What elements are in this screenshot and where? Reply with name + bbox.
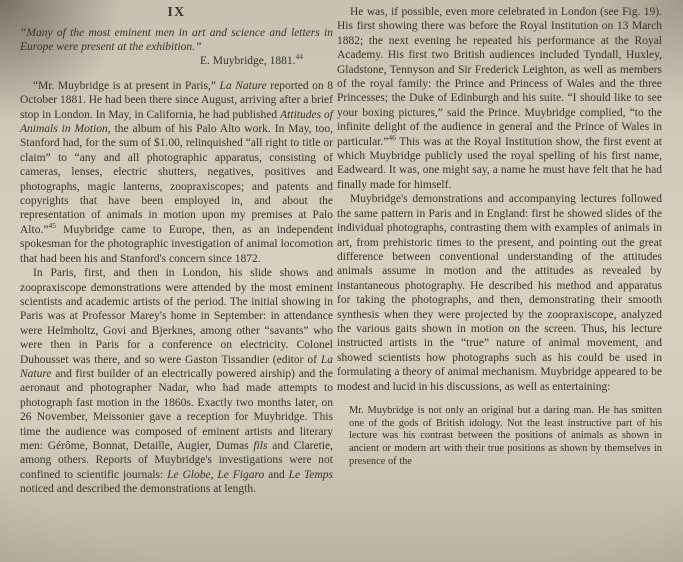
text-segment: This was at the Royal Institution show, the first event at which Muybridge publicly used the royal spelling of his first name, Eadweard. It was, one might say, a name he must have felt that he had finally made for himself.: [337, 135, 662, 191]
epigraph-text: “Many of the most eminent men in art and science and letters in Europe were present at the exhibition.”: [20, 27, 333, 54]
epigraph-footnote-ref: 44: [295, 52, 303, 62]
text-segment: He was, if possible, even more celebrated in London (see Fig. 19). His first showing there was before the Royal Institution on 13 March 1882; the next evening he repeated his performance at the Royal Academy. His first two British audiences included Tyndall, Huxley, Gladstone, Tennyson and Sir Frederick Leighton, as well as members of the royal family: the Prince and Princess of Wales and the three Princesses; the Duke of Edinburgh and his suite. “I should like to see your boxing pictures,” said the Prince. Muybridge complied, “to the infinite delight of the audience in general and the Prince of Wales in particular.”: [337, 6, 662, 148]
paragraph: [20, 79, 333, 266]
right-column-body: [337, 5, 662, 394]
text-segment: fils: [253, 439, 268, 452]
left-column-body: [20, 79, 333, 497]
lecture-review-blockquote: [349, 405, 662, 469]
text-segment: and: [264, 468, 289, 481]
text-segment: La Nature: [219, 79, 267, 92]
text-segment: noticed and described the demonstrations at length.: [20, 483, 257, 496]
text-segment: , the album of his Palo Alto work. In May, too, Stanford had, for the sum of $1.00, relinquished “all right to title or claim” to “any and all photographic apparatus, consisting of cameras, lenses, electric shutters, negatives, positives and photographs, magic lanterns, zoopraxiscopes; and patents and copyrights that have been employed in, and about the representation of animals in motion upon my premises at Palo Alto.”: [20, 123, 333, 236]
footnote-ref: 46: [388, 132, 396, 142]
text-segment: Muybridge's demonstrations and accompanying lectures followed the same pattern in Paris and in England: first he showed slides of the individual photographs, contrasting them with examples of animals in art, from prehistoric times to the present, and pointing out the great difference between conventional understanding of the attitudes animals assume in motion and the attitudes as revealed by instantaneous photography. He described his method and apparatus for taking the photographs, and then, demonstrating their smooth synthesis when they were projected by the zoopraxiscope, analyzed the various gaits shown in motion on the screen. Thus, his lecture instructed artists in the “true” nature of animal movement, and showed scientists how photographs such as his could be used in formulating a theory of animal mechanism. Muybridge appeared to be modest and lucid in his discussions, as well as entertaining:: [337, 193, 662, 393]
text-segment: Muybridge came to Europe, then, as an independent spokesman for the photographic investigation of animal locomotion that had been his and Stanford's concern since 1872.: [20, 223, 333, 265]
text-segment: Attitudes of Animals in Motion: [20, 108, 333, 136]
epigraph-attribution: [20, 54, 333, 68]
text-segment: La Nature: [20, 353, 333, 380]
epigraph-attribution-text: E. Muybridge, 1881.: [199, 55, 296, 68]
text-segment: Le Temps: [288, 468, 333, 481]
text-segment: and first builder of an electrically powered airship) and the aeronaut and photographer Nadar, who had made attempts to photograph fast motion in the 1860s. Exactly two months later, on 26 November, Meissonier gave a reception for Muybridge. This time the audience was composed of eminent artists and literary men: Gérôme, Bonnat, Detaille, Augier, Dumas: [20, 367, 333, 452]
text-segment: “Mr. Muybridge is at present in Paris,”: [33, 79, 220, 92]
right-column: [337, 5, 662, 468]
paragraph: [20, 266, 333, 497]
text-segment: reported on 8 October 1881. He had been there since August, arriving after a brief stop in London. In May, in California, he had published: [20, 79, 333, 121]
text-segment: and Claretie, among others. Reports of Muybridge's investigations were not confined to scientific journals:: [20, 439, 333, 481]
left-column: [20, 0, 333, 497]
paragraph: [337, 192, 662, 394]
paragraph: [337, 5, 662, 192]
chapter-numeral: IX: [167, 4, 186, 19]
text-segment: Mr. Muybridge is not only an original but a daring man. He has smitten one of the gods of British idology. Not the least instructive part of his lecture was his contrast between the positions of animals as shown in ancient or modern art with their true positions as shown by themselves in presence of the: [349, 404, 662, 467]
text-segment: Le Globe, Le Figaro: [167, 468, 265, 481]
text-segment: In Paris, first, and then in London, his slide shows and zoopraxiscope demonstrations were attended by the most eminent scientists and academic artists of the period. The initial showing in Paris was at Professor Marey's home in September: in attendance were Helmholtz, Govi and Bjerknes, among other “savants” who were then in Paris for a conference on electricity. Colonel Duhousset was there, and so were Gaston Tissandier (editor of: [20, 267, 333, 366]
footnote-ref: 45: [48, 221, 56, 231]
